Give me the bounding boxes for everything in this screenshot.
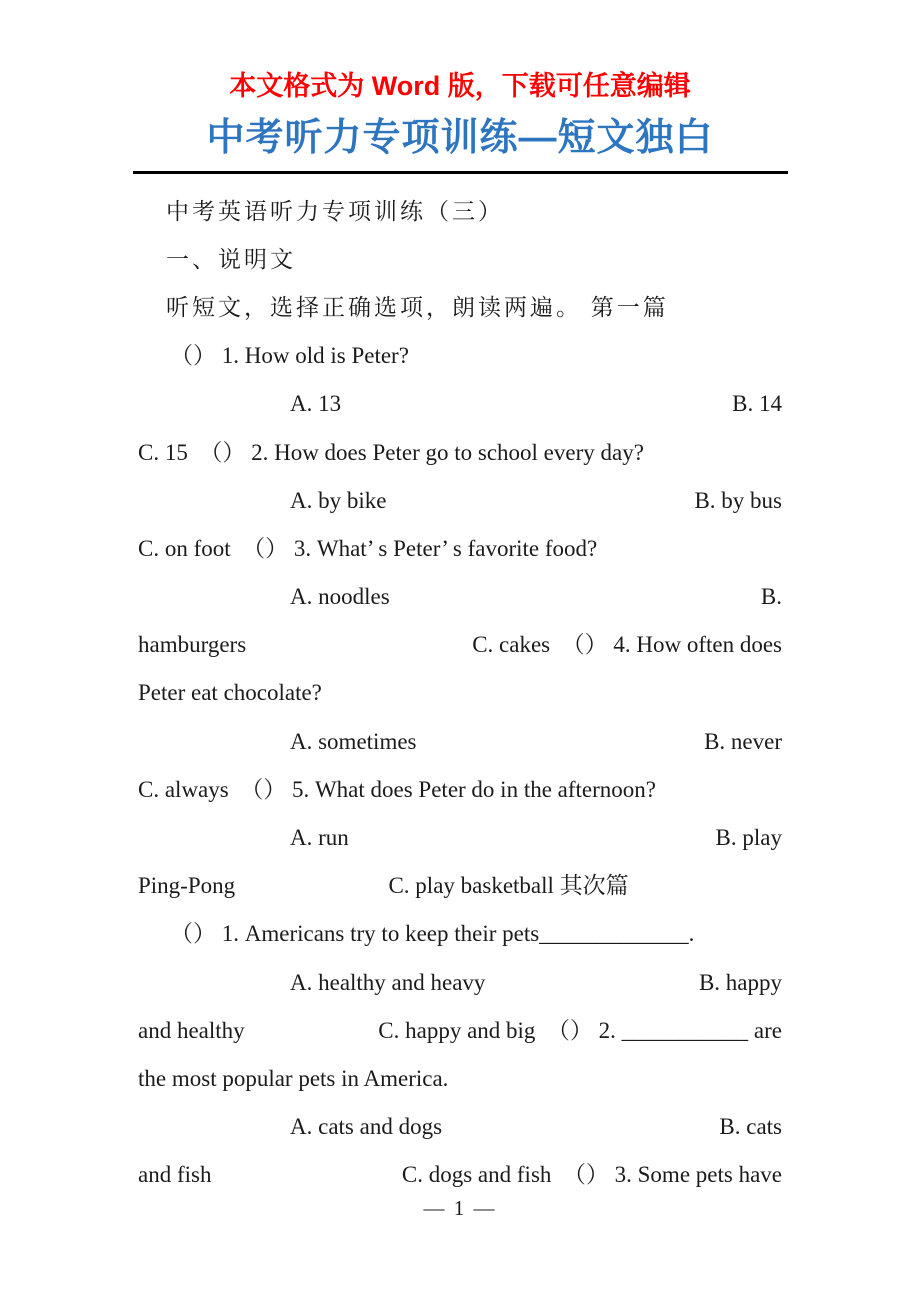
document-line [138, 283, 782, 331]
line-segment: Ping-Pong [138, 873, 236, 899]
document-line [138, 332, 782, 380]
document-line [138, 910, 782, 958]
document-line [138, 524, 782, 572]
line-segment: C. happy and big （） 2. ___________ are [378, 1017, 782, 1043]
line-segment: 中考英语听力专项训练（三） [166, 198, 504, 224]
line-segment: 听短文，选择正确选项，朗读两遍。 第一篇 [166, 294, 669, 320]
line-segment: 一、说明文 [166, 246, 296, 272]
page-title: 中考听力专项训练—短文独白 [206, 117, 714, 159]
line-segment: the most popular pets in America. [138, 1065, 449, 1091]
line-segment: （） 1. Americans try to keep their pets_____________. [170, 921, 695, 947]
document-body [138, 187, 782, 1199]
line-segment: and healthy [138, 1017, 245, 1043]
word-format-notice: 本文格式为 Word 版，下载可任意编辑 [229, 71, 691, 101]
title-divider [133, 171, 788, 174]
document-line [138, 573, 782, 621]
line-segment: C. on foot （） 3. What’ s Peter’ s favorite food? [138, 535, 598, 561]
document-line [138, 669, 782, 717]
document-line [138, 1054, 782, 1102]
line-segment: （） 1. How old is Peter? [170, 343, 409, 369]
page-number: — 1 — [423, 1196, 497, 1220]
document-line [138, 380, 782, 428]
document-line [138, 476, 782, 524]
line-segment: B. by bus [694, 487, 782, 513]
line-segment: C. play basketball 其次篇 [388, 873, 629, 899]
line-segment: C. cakes （） 4. How often does [472, 632, 782, 658]
document-line [138, 958, 782, 1006]
line-segment: B. [760, 584, 782, 610]
line-segment: Peter eat chocolate? [138, 680, 322, 706]
document-line [138, 717, 782, 765]
line-segment: C. always （） 5. What does Peter do in the afternoon? [138, 776, 657, 802]
line-segment: C. 15 （） 2. How does Peter go to school every day? [138, 439, 644, 465]
line-segment: A. noodles [290, 584, 390, 610]
document-line [138, 1103, 782, 1151]
line-segment: hamburgers [138, 632, 247, 658]
line-segment: B. cats [719, 1114, 782, 1140]
line-segment: A. cats and dogs [290, 1114, 443, 1140]
line-segment: B. happy [698, 969, 782, 995]
document-line [138, 187, 782, 235]
document-line [138, 428, 782, 476]
line-segment: B. never [704, 728, 782, 754]
document-line [138, 621, 782, 669]
line-segment: B. 14 [732, 391, 782, 417]
line-segment: A. sometimes [290, 728, 417, 754]
document-line [138, 1006, 782, 1054]
document-line [138, 235, 782, 283]
line-segment: A. by bike [290, 487, 387, 513]
document-line [138, 765, 782, 813]
line-segment: A. healthy and heavy [290, 969, 486, 995]
document-line [138, 862, 782, 910]
line-segment: and fish [138, 1162, 212, 1188]
line-segment: A. run [290, 825, 349, 851]
document-line [138, 1151, 782, 1199]
document-line [138, 813, 782, 861]
line-segment: A. 13 [290, 391, 342, 417]
line-segment: B. play [715, 825, 782, 851]
line-segment: C. dogs and fish （） 3. Some pets have [401, 1162, 782, 1188]
